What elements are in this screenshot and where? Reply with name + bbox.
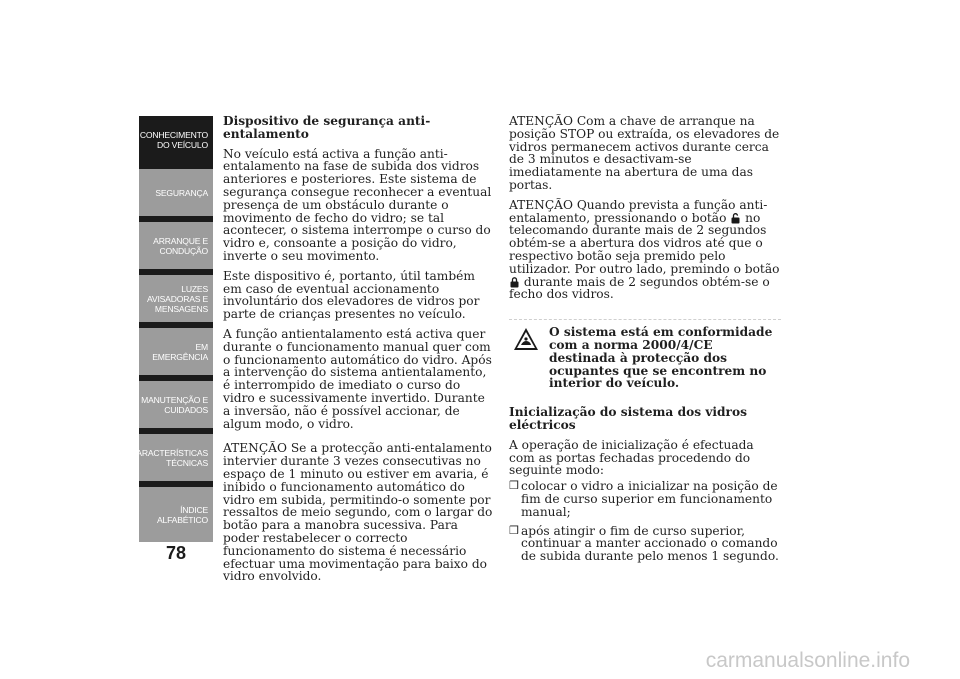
text-fragment: ATENÇÃO Quando prevista a função anti-entalamento, pressionando o botão: [509, 197, 768, 225]
left-column: [223, 115, 495, 590]
tab-em-emergencia[interactable]: EM EMERGÊNCIA: [139, 328, 213, 378]
text-fragment: no telecomando durante mais de 2 segundos obtém-se a abertura dos vidros até que o respectivo botão seja premido pelo utilizador. Por outro lado, premindo o botão: [509, 210, 780, 276]
tab-luzes-avisadoras[interactable]: LUZES AVISADORAS E MENSAGENS: [139, 275, 213, 325]
section-heading-anti-entalamento: Dispositivo de segurança anti-entalamento: [223, 114, 431, 141]
tab-manutencao-e-cuidados[interactable]: MANUTENÇÃO E CUIDADOS: [139, 381, 213, 431]
tab-indice-alfabetico[interactable]: ÍNDICE ALFABÉTICO: [139, 487, 213, 542]
text-fragment: durante mais de 2 segundos obtém-se o fecho dos vidros.: [509, 274, 770, 302]
warning-triangle-icon: [513, 326, 539, 352]
safety-notice: [509, 319, 781, 390]
lock-icon: [510, 277, 519, 288]
section-heading-inicializacao: Inicialização do sistema dos vidros eléctricos: [509, 405, 747, 432]
paragraph-warning: [509, 199, 781, 301]
watermark: carmanualsonline.info: [705, 649, 910, 672]
paragraph: A função antientalamento está activa quer durante o funcionamento manual quer com o funcionamento automático do vidro. Após a intervenção do sistema antientalamento, é interrompido de imediato o curso do vidro e sucessivamente invertido. Durante a inversão, não é possível accionar, de algum modo, o vidro.: [223, 326, 492, 431]
tab-caracteristicas-tecnicas[interactable]: CARACTERÍSTICAS TÉCNICAS: [139, 434, 213, 484]
unlock-icon: [731, 213, 740, 224]
list-item: [509, 480, 781, 518]
paragraph: A operação de inicialização é efectuada com as portas fechadas procedendo do seguinte modo:: [509, 437, 754, 478]
paragraph: No veículo está activa a função anti-entalamento na fase de subida dos vidros anteriores e posteriores. Este sistema de segurança consegue reconhecer a eventual presença de um obstáculo durante o movimento de fecho do vidro; se tal acontecer, o sistema interrompe o curso do vidro e, consoante a posição do vidro, inverte o seu movimento.: [223, 146, 492, 263]
safety-notice-text: O sistema está em conformidade com a norma 2000/4/CE destinada à protecção dos ocupantes que se encontrem no interior do veículo.: [549, 325, 773, 391]
paragraph-warning: ATENÇÃO Com a chave de arranque na posição STOP ou extraída, os elevadores de vidros permanecem activos durante cerca de 3 minutos e desactivam-se imediatamente na abertura de uma das portas.: [509, 114, 780, 192]
checkbox-bullet-icon: ❒: [509, 523, 519, 537]
tab-arranque-e-conducao[interactable]: ARRANQUE E CONDUÇÃO: [139, 222, 213, 272]
paragraph-warning: ATENÇÃO Se a protecção anti-entalamento intervier durante 3 vezes consecutivas no espaço de 1 minuto ou estiver em avaria, é inibido o funcionamento automático do vidro em subida, permitindo-o somente por ressaltos de meio segundo, com o largar do botão para a manobra sucessiva. Para poder restabelecer o correcto funcionamento do sistema é necessário efectuar uma movimentação para baixo do vidro envolvido.: [223, 441, 493, 584]
checkbox-bullet-icon: ❒: [509, 479, 519, 493]
paragraph: Este dispositivo é, portanto, útil também em caso de eventual accionamento involuntário dos elevadores de vidros por parte de crianças presentes no veículo.: [223, 268, 480, 322]
list-item-text: após atingir o fim de curso superior, continuar a manter accionado o comando de subida durante pelo menos 1 segundo.: [521, 523, 779, 564]
list-item: [509, 525, 781, 563]
right-column: [509, 115, 781, 569]
tab-seguranca[interactable]: SEGURANÇA: [139, 169, 213, 219]
tab-conhecimento-do-veiculo[interactable]: CONHECIMENTO DO VEÍCULO: [139, 116, 213, 166]
list-item-text: colocar o vidro a inicializar na posição de fim de curso superior em funcionamento manual;: [521, 479, 778, 519]
section-sidebar: [130, 116, 213, 542]
page-number: 78: [165, 543, 187, 563]
